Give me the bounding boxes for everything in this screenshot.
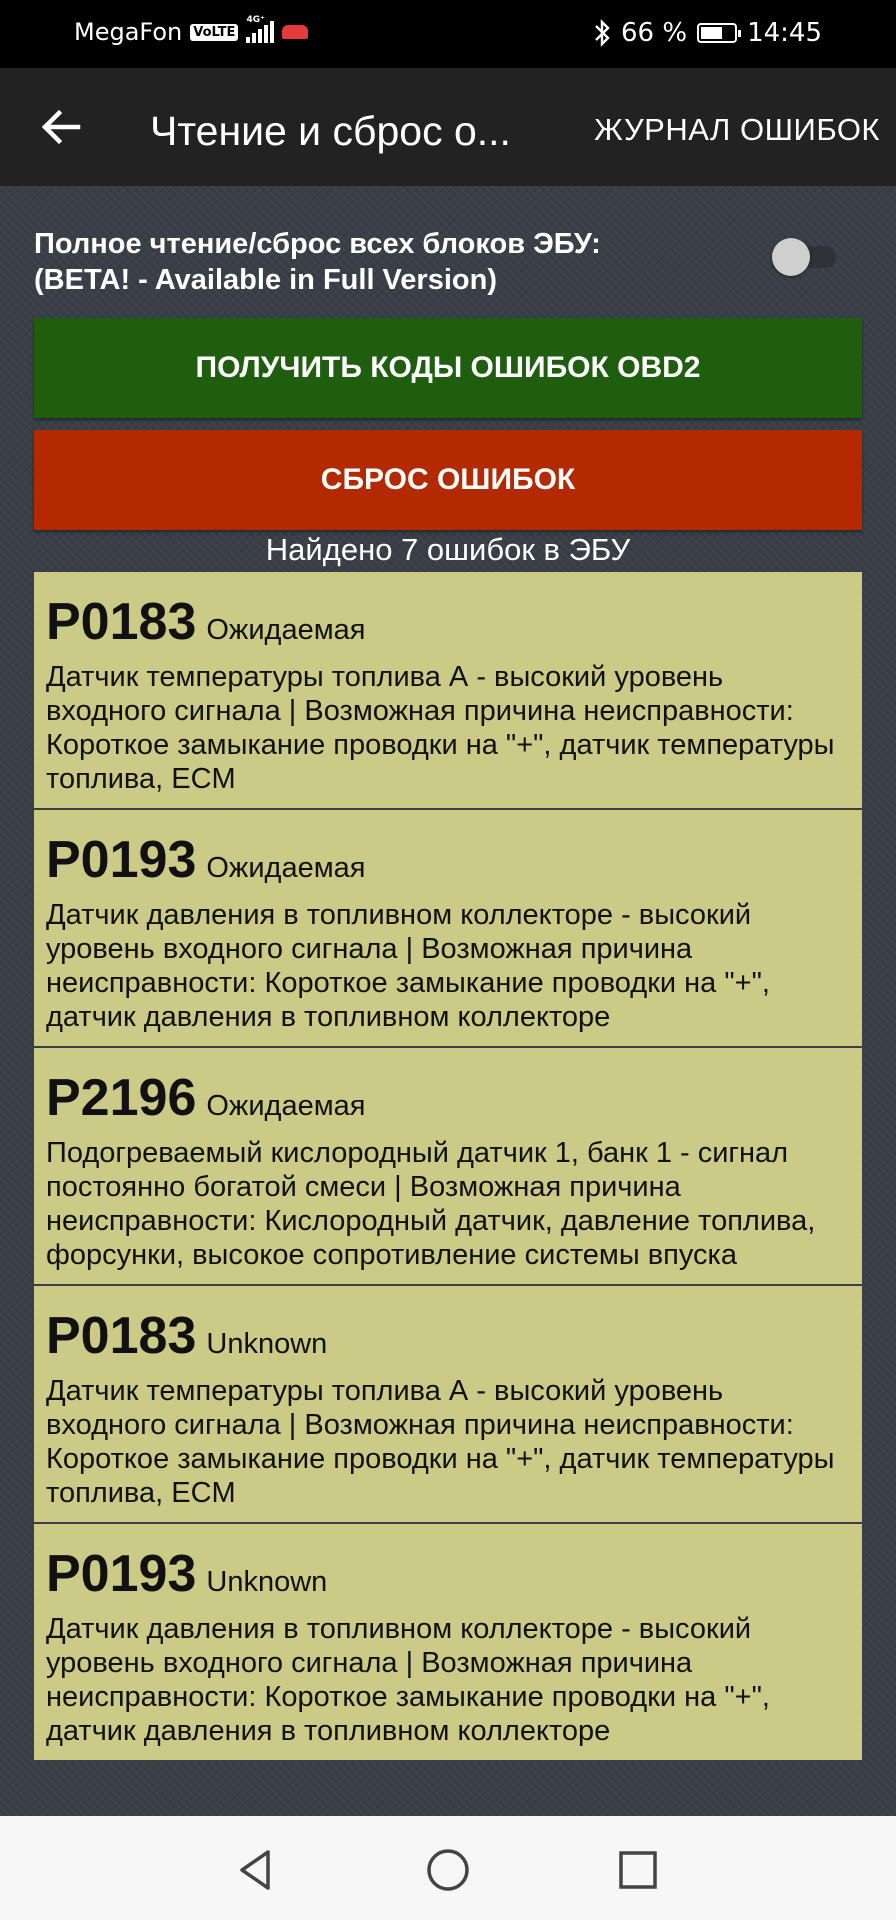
get-codes-button[interactable]: ПОЛУЧИТЬ КОДЫ ОШИБОК OBD2 bbox=[34, 318, 862, 418]
error-code: P0183 bbox=[46, 1307, 197, 1365]
battery-percent: 66 % bbox=[621, 18, 688, 48]
nav-recents-icon[interactable] bbox=[614, 1846, 662, 1894]
error-card[interactable] bbox=[34, 1524, 862, 1762]
system-nav-bar bbox=[0, 1816, 896, 1920]
error-description: Датчик давления в топливном коллекторе - высокий уровень входного сигнала | Возможная причина неисправности: Короткое замыкание проводки на "+", датчик давления в топливном коллекторе bbox=[46, 1613, 770, 1747]
error-status: Ожидаемая bbox=[206, 1090, 366, 1122]
carrier-name: MegaFon bbox=[74, 18, 183, 46]
found-errors-text: Найдено 7 ошибок в ЭБУ bbox=[265, 532, 631, 567]
error-status: Ожидаемая bbox=[206, 614, 366, 646]
nav-home-icon[interactable] bbox=[424, 1846, 472, 1894]
error-card[interactable] bbox=[34, 1286, 862, 1524]
toggle-thumb bbox=[772, 238, 810, 276]
full-read-note: (BETA! - Available in Full Version) bbox=[34, 264, 497, 296]
error-code: P0183 bbox=[46, 593, 197, 651]
volte-badge: VoLTE bbox=[190, 24, 238, 41]
error-status: Unknown bbox=[206, 1328, 328, 1360]
error-log-button[interactable]: ЖУРНАЛ ОШИБОК bbox=[594, 112, 880, 147]
app-toolbar bbox=[0, 68, 896, 186]
status-bar bbox=[0, 0, 896, 68]
error-status: Unknown bbox=[206, 1566, 328, 1598]
clock: 14:45 bbox=[747, 18, 822, 48]
error-card[interactable] bbox=[34, 810, 862, 1048]
full-read-toggle[interactable] bbox=[768, 238, 842, 272]
nav-back-icon[interactable] bbox=[232, 1846, 280, 1894]
bluetooth-icon bbox=[593, 19, 611, 47]
full-read-label bbox=[34, 226, 774, 298]
car-icon bbox=[282, 25, 308, 39]
error-description: Датчик температуры топлива А - высокий уровень входного сигнала | Возможная причина неисправности: Короткое замыкание проводки на "+", датчик температуры топлива, ECM bbox=[46, 661, 835, 795]
page-title: Чтение и сброс о... bbox=[150, 108, 511, 154]
error-description: Подогреваемый кислородный датчик 1, банк 1 - сигнал постоянно богатой смеси | Возможная причина неисправности: Кислородный датчик, давление топлива, форсунки, высокое сопротивление системы впуска bbox=[46, 1137, 816, 1271]
error-description: Датчик температуры топлива А - высокий уровень входного сигнала | Возможная причина неисправности: Короткое замыкание проводки на "+", датчик температуры топлива, ECM bbox=[46, 1375, 835, 1509]
error-status: Ожидаемая bbox=[206, 852, 366, 884]
error-card[interactable] bbox=[34, 572, 862, 810]
error-list[interactable] bbox=[34, 572, 862, 1786]
back-arrow-icon[interactable] bbox=[38, 104, 84, 150]
error-code: P2196 bbox=[46, 1069, 197, 1127]
reset-errors-button[interactable]: СБРОС ОШИБОК bbox=[34, 430, 862, 530]
network-type: 4G⁺ bbox=[246, 15, 265, 25]
status-left bbox=[74, 15, 308, 46]
error-code: P0193 bbox=[46, 1545, 197, 1603]
full-read-title: Полное чтение/сброс всех блоков ЭБУ: bbox=[34, 228, 601, 260]
signal-icon bbox=[246, 15, 274, 43]
error-card[interactable] bbox=[34, 1048, 862, 1286]
status-right bbox=[593, 18, 822, 48]
main-content bbox=[0, 186, 896, 1816]
battery-icon bbox=[697, 23, 737, 43]
error-description: Датчик давления в топливном коллекторе - высокий уровень входного сигнала | Возможная причина неисправности: Короткое замыкание проводки на "+", датчик давления в топливном коллекторе bbox=[46, 899, 770, 1033]
error-code: P0193 bbox=[46, 831, 197, 889]
